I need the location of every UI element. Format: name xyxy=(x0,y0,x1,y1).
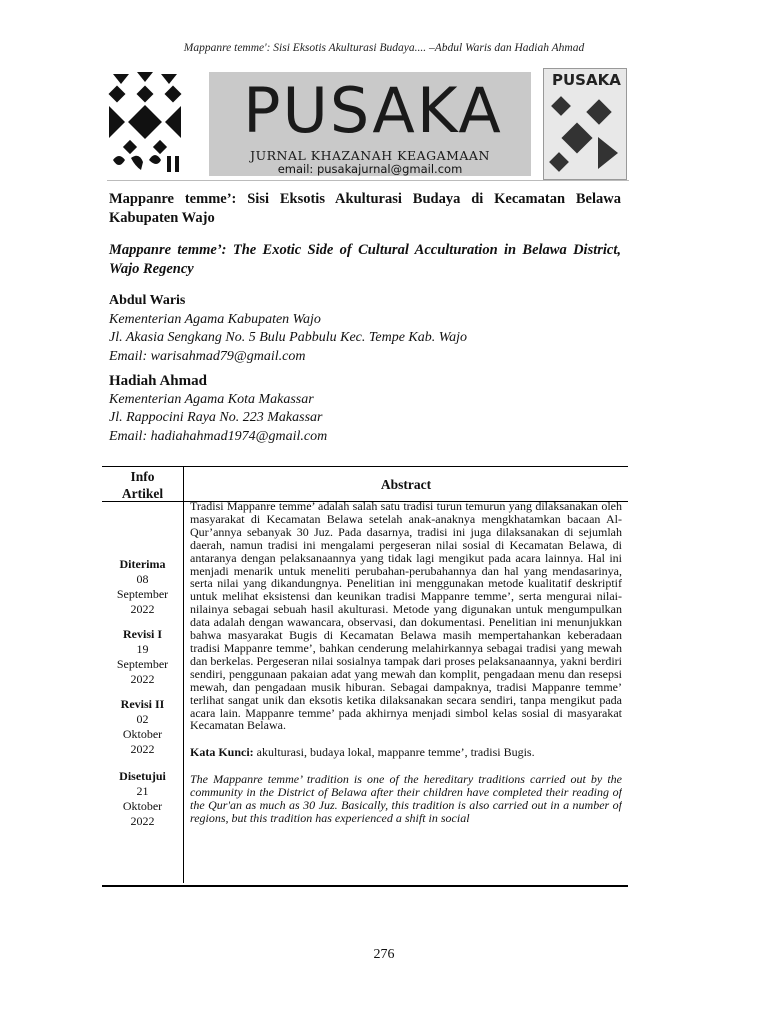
journal-banner xyxy=(107,68,629,181)
date-year: 2022 xyxy=(130,602,155,616)
date-received xyxy=(102,557,183,617)
date-year: 2022 xyxy=(130,814,155,828)
journal-cover-thumbnail xyxy=(543,68,627,180)
running-header: Mappanre temme': Sisi Eksotis Akulturasi Budaya.... –Abdul Waris dan Hadiah Ahmad xyxy=(183,42,585,54)
keywords-text: akulturasi, budaya lokal, mappanre temme’, tradisi Bugis. xyxy=(256,745,535,760)
article-info-table xyxy=(102,466,628,887)
cover-title: PUSAKA xyxy=(552,71,621,89)
date-label: Revisi I xyxy=(123,627,162,641)
journal-masthead xyxy=(209,72,531,176)
date-accepted xyxy=(102,769,183,829)
info-header-line: Artikel xyxy=(121,486,164,501)
info-header-line: Info xyxy=(130,469,155,484)
keywords-label: Kata Kunci: xyxy=(190,745,254,760)
date-day: 08 xyxy=(136,572,149,586)
abstract-english: The Mappanre temme’ tradition is one of the hereditary traditions carried out by the community in the District of Belawa after their children have completed their reading of the Qur'an as much as 30 Juz. Basically, this tradition is also carried out in a number of regions, but this tradition has experienced a shift in social xyxy=(190,772,622,825)
column-divider xyxy=(183,467,184,883)
abstract-indonesian: Tradisi Mappanre temme’ adalah salah satu tradisi turun temurun yang dilaksanakan oleh masyarakat di Kecamatan Belawa setelah anak-anaknya mengkhatamkan bacaan Al-Qur’annya sebanyak 30 Juz. Pada dasarnya, tradisi ini juga dilaksanakan di sejumlah daerah, namun tradisi ini mengalami pergeseran nilai sosial di Kecamatan Belawa, di antaranya dengan pelaksanaannya yang tidak lagi mengikut pada acara lainnya. Hal ini menjadi menarik untuk meneliti perubahan-perubahannya dan hal yang mendasarinya, serta nilai yang dikandungnya. Penelitian ini menggunakan metode kualitatif deskriptif untuk melihat eksistensi dan keunikan tradisi Mappanre temme’, serta mengurai nilai-nilainya sebagai sebuah hasil akulturasi. Metode yang digunakan untuk mengumpulkan data adalah dengan wawancara, observasi, dan dokumentasi. Penelitian ini menunjukkan bahwa masyarakat Bugis di Kecamatan Belawa masih mempertahankan keberadaan tradisi Mappanre temme’, bahkan cenderung melahirkannya sebagai tradisi yang mewah dan berkelas. Pergeseran nilai sosialnya tampak dari proses pelaksanaannya, yakni berdiri sendiri, penggunaan pakaian adat yang mewah dan komplit, pengadaan menu dan resepsi mewah, dan pengadaan musik hiburan. Sebagai dampaknya, tradisi Mappanre temme’ terlihat sangat unik dan eksotis ketika dilaksanakan secara sendiri, tanpa mengikut pada acara lain. Mappanre temme’ pada akhirnya menjadi simbol kelas sosial di masyarakat Kecamatan Belawa. xyxy=(190,500,622,733)
date-label: Revisi II xyxy=(120,697,165,711)
author-name: Hadiah Ahmad xyxy=(109,373,207,389)
author-institution: Kementerian Agama Kabupaten Wajo xyxy=(109,311,321,327)
date-revision-2 xyxy=(102,697,183,757)
date-month: September xyxy=(116,657,169,671)
abstract-header: Abstract xyxy=(380,477,432,492)
author-address: Jl. Rappocini Raya No. 223 Makassar xyxy=(109,410,323,425)
article-title-indonesian: Mappanre temme’: Sisi Eksotis Akulturasi Budaya di Kecamatan Belawa Kabupaten Wajo xyxy=(109,191,621,226)
date-month: September xyxy=(116,587,169,601)
date-day: 21 xyxy=(136,784,149,798)
article-title-english: Mappanre temme’: The Exotic Side of Cultural Acculturation in Belawa District, Wajo Regency xyxy=(109,242,621,277)
author-block xyxy=(109,372,621,446)
keywords-line xyxy=(190,746,622,759)
journal-subtitle: JURNAL KHAZANAH KEAGAMAAN xyxy=(250,148,490,163)
date-year: 2022 xyxy=(130,742,155,756)
page-number: 276 xyxy=(373,947,395,962)
date-month: Oktober xyxy=(122,799,163,813)
author-name: Abdul Waris xyxy=(109,293,186,308)
date-month: Oktober xyxy=(122,727,163,741)
date-year: 2022 xyxy=(130,672,155,686)
date-day: 19 xyxy=(136,642,149,656)
abstract-body xyxy=(190,500,622,880)
author-email: Email: hadiahahmad1974@gmail.com xyxy=(109,428,328,444)
journal-ornament-logo xyxy=(107,70,183,176)
date-day: 02 xyxy=(136,712,149,726)
cover-ornament-icon xyxy=(548,93,622,175)
author-block xyxy=(109,292,621,366)
date-label: Disetujui xyxy=(119,769,166,783)
date-label: Diterima xyxy=(119,557,166,571)
author-address: Jl. Akasia Sengkang No. 5 Bulu Pabbulu Kec. Tempe Kab. Wajo xyxy=(109,330,468,345)
journal-title: PUSAKA xyxy=(243,74,503,147)
author-email: Email: warisahmad79@gmail.com xyxy=(109,348,306,364)
journal-email: email: pusakajurnal@gmail.com xyxy=(277,162,463,176)
info-artikel-header xyxy=(102,468,183,502)
date-revision-1 xyxy=(102,627,183,687)
author-institution: Kementerian Agama Kota Makassar xyxy=(109,391,314,407)
